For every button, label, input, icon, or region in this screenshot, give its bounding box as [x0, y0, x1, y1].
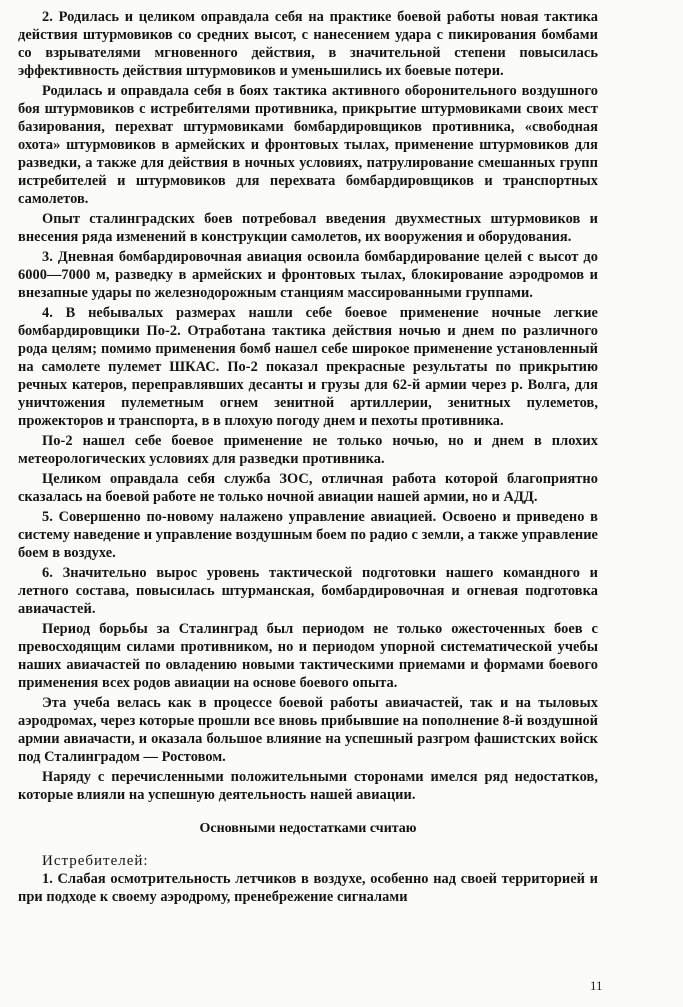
paragraph-1: 2. Родилась и целиком оправдала себя на практике боевой работы новая тактика действия штурмовиков со средних высот, с нанесением удара с пикирования бомбами со взрывателями мгновенного действия, в значительной степени повысилась эффективность действия штурмовиков и уменьшились их боевые потери.	[18, 9, 598, 79]
paragraph-7: Целиком оправдала себя служба ЗОС, отличная работа которой благоприятно сказалась на боевой работе не только ночной авиации нашей армии, но и АДД.	[18, 471, 598, 505]
paragraph-8: 5. Совершенно по-новому налажено управление авиацией. Освоено и приведено в систему наведение и управление воздушным боем по радио с земли, а также управление боем в воздухе.	[18, 509, 598, 561]
paragraph-6: По-2 нашел себе боевое применение не только ночью, но и днем в плохих метеорологических условиях для разведки противника.	[18, 433, 598, 467]
paragraph-10: Период борьбы за Сталинград был периодом не только ожесточенных боев с превосходящим силами противником, но и периодом упорной систематической учебы наших авиачастей по овладению новыми тактическими приемами и формами боевого применения всех родов авиации на основе боевого опыта.	[18, 621, 598, 691]
paragraph-9: 6. Значительно вырос уровень тактической подготовки нашего командного и летного состава, повысилась штурманская, бомбардировочная и огневая подготовка авиачастей.	[18, 565, 598, 617]
page-number: 11	[590, 978, 603, 993]
paragraph-12: Наряду с перечисленными положительными сторонами имелся ряд недостатков, которые влияли на успешную деятельность нашей авиации.	[18, 769, 598, 803]
paragraph-last: 1. Слабая осмотрительность летчиков в воздухе, особенно над своей территорией и при подходе к своему аэродрому, пренебрежение сигналами	[18, 871, 598, 905]
paragraph-4: 3. Дневная бомбардировочная авиация освоила бомбардирование целей с высот до 6000—7000 м, разведку в армейских и фронтовых тылах, блокирование аэродромов и внезапные удары по железнодорожным станциям массированными группами.	[18, 249, 598, 301]
paragraph-5: 4. В небывалых размерах нашли себе боевое применение ночные легкие бомбардировщики По-2. Отработана тактика действия ночью и днем по различного рода целям; помимо применения бомб нашел себе широкое применение установленный на самолете пулемет ШКАС. По-2 показал прекрасные результаты по прикрытию речных катеров, переправлявших десанты и грузы для 62-й армии через р. Волга, для уничтожения пулеметным огнем зенитной артиллерии, зенитных пулеметов, прожекторов и транспорта, в в плохую погоду днем и пехоты противника.	[18, 305, 598, 429]
document-body	[18, 8, 598, 906]
section-heading: Основными недостатками считаю	[199, 821, 417, 836]
paragraph-3: Опыт сталинградских боев потребовал введения двухместных штурмовиков и внесения ряда изменений в конструкции самолетов, их вооружения и оборудования.	[18, 211, 598, 245]
paragraph-2: Родилась и оправдала себя в боях тактика активного оборонительного воздушного боя штурмовиков с истребителями противника, прикрытие штурмовиками своих мест базирования, перехват штурмовиками бомбардировщиков противника, «свободная охота» штурмовиков в армейских и фронтовых тылах, применение штурмовиков для разведки, а также для действия в ночных условиях, патрулирование смешанных групп истребителей и штурмовиков для перехвата бомбардировщиков и транспортных самолетов.	[18, 83, 598, 207]
section-subheading: Истребителей:	[42, 853, 149, 869]
paragraph-11: Эта учеба велась как в процессе боевой работы авиачастей, так и на тыловых аэродромах, через которые прошли все вновь прибывшие на пополнение 8-й воздушной армии авиачасти, и оказала большое влияние на успешный разгром фашистских войск под Сталинградом — Ростовом.	[18, 695, 598, 765]
